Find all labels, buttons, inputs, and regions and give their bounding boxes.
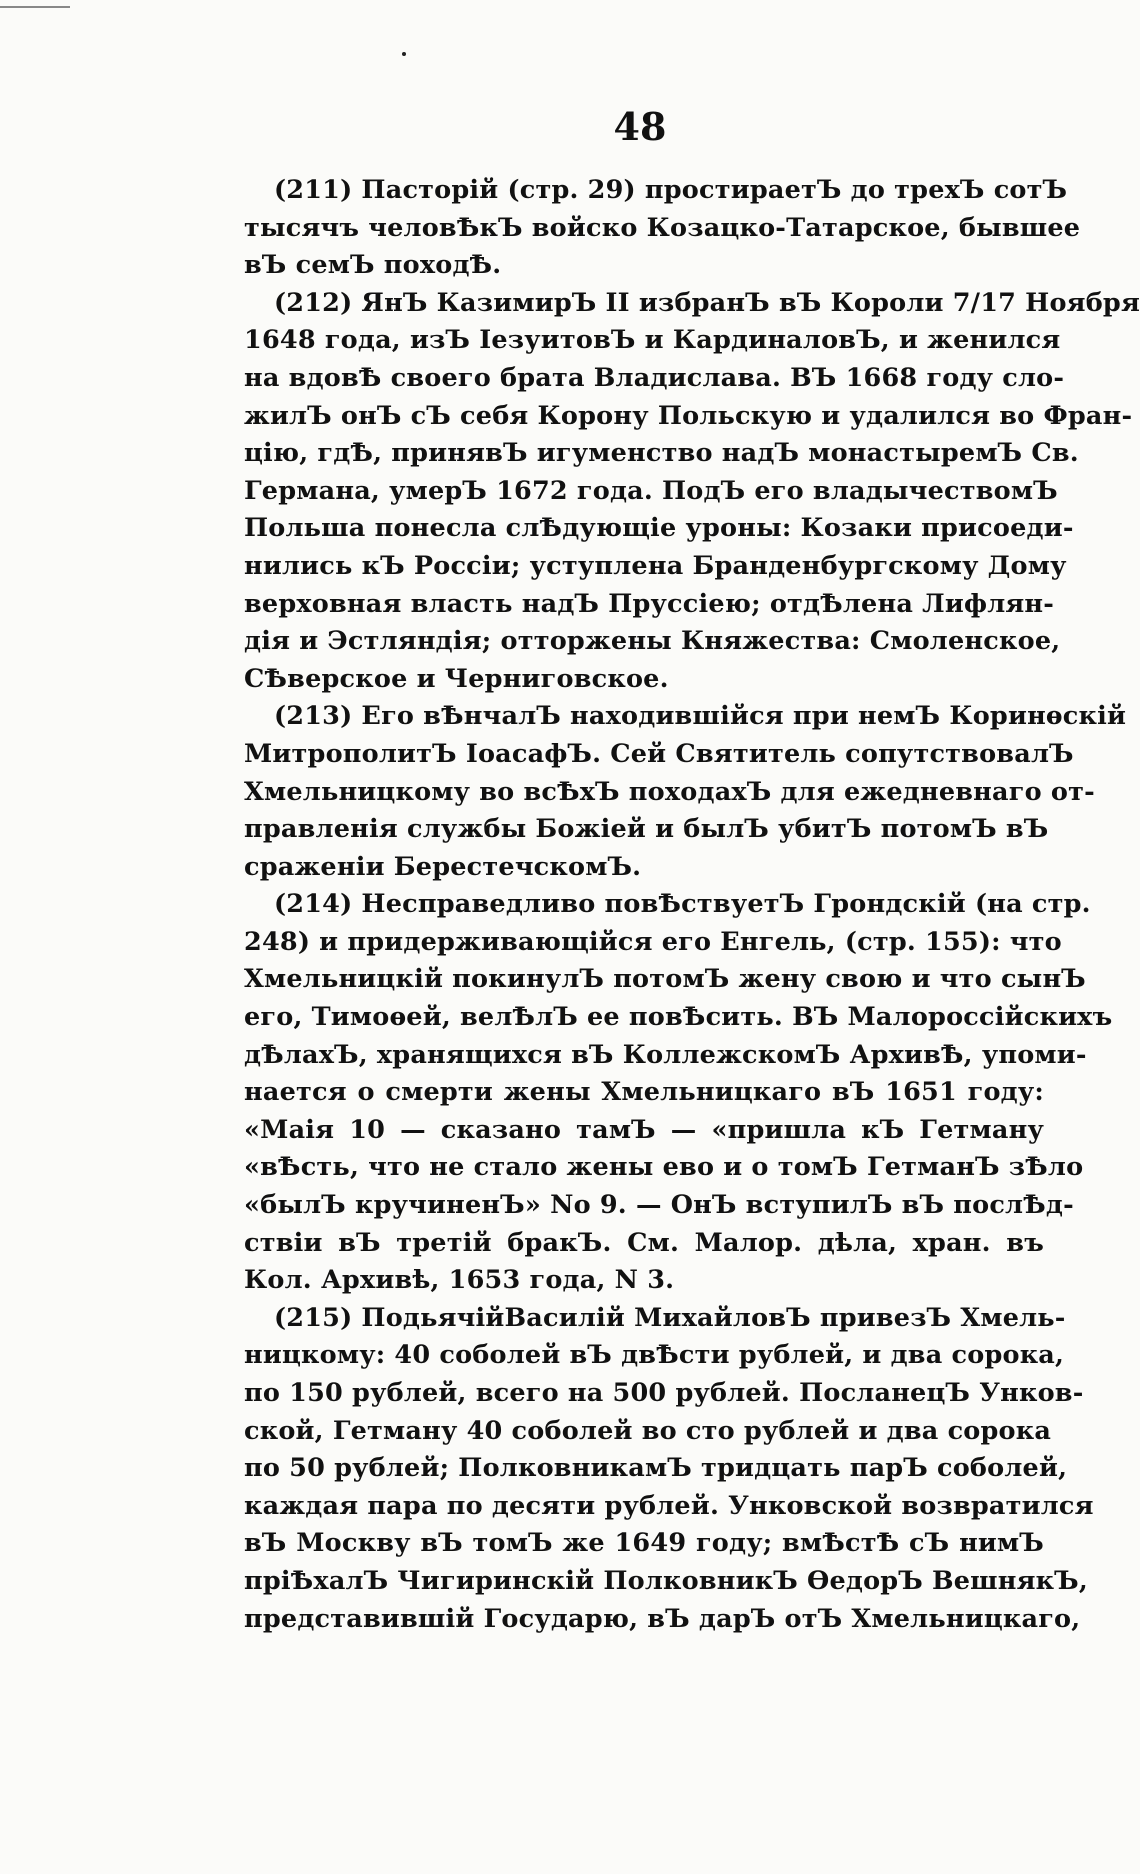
text-line: каждая пара по десяти рублей. Унковской возвратился [244, 1490, 1094, 1521]
text-line: «былЪ кручиненЪ» No 9. — ОнЪ вступилЪ вЪ послѢд- [244, 1190, 1074, 1221]
text-line: представившій Государю, вЪ дарЪ отЪ Хмельницкаго, [244, 1603, 1081, 1634]
text-line: ской, Гетману 40 соболей во сто рублей и два сорока [244, 1415, 1052, 1446]
text-line: (211) Пасторій (стр. 29) простираетЪ до трехЪ сотЪ [274, 175, 1068, 205]
text-line: (215) ПодьячійВасилій МихайловЪ привезЪ Хмель- [274, 1302, 1066, 1333]
text-line: пріѢхалЪ Чигиринскій ПолковникЪ ѲедорЪ ВешнякЪ, [244, 1565, 1088, 1596]
text-line: СѢверское и Черниговское. [244, 663, 669, 694]
text-line: нились кЪ Россіи; уступлена Бранденбургскому Дому [244, 550, 1067, 581]
text-line: Хмельницкій покинулЪ потомЪ жену свою и что сынЪ [244, 964, 1086, 995]
text-line: Германа, умерЪ 1672 года. ПодЪ его владычествомЪ [244, 475, 1058, 506]
text-line: его, Тимоѳей, велѢлЪ ее повѢсить. ВЪ Малороссійскихъ [244, 1002, 1113, 1033]
text-line: ствіи вЪ третій бракЪ. См. Малор. дѣла, хран. въ [244, 1227, 1044, 1258]
text-line: на вдовѢ своего брата Владислава. ВЪ 1668 году сло- [244, 362, 1065, 393]
text-line: жилЪ онЪ сЪ себя Корону Польскую и удалился во Фран- [244, 400, 1133, 431]
text-line: МитрополитЪ ІоасафЪ. Сей Святитель сопутствовалЪ [244, 738, 1074, 769]
text-line: Польша понесла слѢдующіе уроны: Козаки присоеди- [244, 513, 1074, 544]
text-line: (213) Его вѢнчалЪ находившійся при немЪ Коринѳскій [274, 701, 1127, 732]
text-line: (212) ЯнЪ КазимирЪ II избранЪ вЪ Короли 7/17 Ноября [274, 287, 1140, 318]
text-line: «вѢсть, что не стало жены ево и о томЪ ГетманЪ зѢло [244, 1152, 1084, 1183]
text-line: по 50 рублей; ПолковникамЪ тридцать парЪ соболей, [244, 1453, 1068, 1484]
text-line: дѢлахЪ, хранящихся вЪ КоллежскомЪ АрхивѢ, упоми- [244, 1039, 1087, 1070]
text-line: 248) и придерживающійся его Енгель, (стр. 155): что [244, 926, 1062, 957]
page-number: 48 [613, 104, 667, 149]
text-line: верховная власть надЪ Пруссіею; отдѢлена Лифлян- [244, 588, 1055, 619]
text-line: ницкому: 40 соболей вЪ двѢсти рублей, и два сорока, [244, 1340, 1065, 1371]
text-line: тысячъ человѢкЪ войско Козацко-Татарское, бывшее [244, 212, 1081, 243]
text-line: нается о смерти жены Хмельницкаго вЪ 1651 году: [244, 1077, 1044, 1108]
text-line: 1648 года, изЪ ІезуитовЪ и КардиналовЪ, и женился [244, 325, 1061, 356]
text-line: дія и Эстляндія; отторжены Княжества: Смоленское, [244, 626, 1061, 657]
text-line: (214) Несправедливо повѢствуетЪ Грондскій (на стр. [274, 889, 1091, 920]
text-line: вЪ семЪ походѢ. [244, 250, 502, 281]
top-rule [0, 6, 70, 8]
text-line: цію, гдѢ, принявЪ игуменство надЪ монастыремЪ Св. [244, 438, 1079, 469]
text-line: правленія службы Божіей и былЪ убитЪ потомЪ вЪ [244, 814, 1049, 845]
text-line: сраженіи БерестечскомЪ. [244, 851, 642, 882]
text-line: по 150 рублей, всего на 500 рублей. ПосланецЪ Унков- [244, 1378, 1084, 1408]
ink-dot [402, 52, 406, 56]
text-line: вЪ Москву вЪ томЪ же 1649 году; вмѢстѢ сЪ нимЪ [244, 1528, 1044, 1559]
text-line: «Маія 10 — сказано тамЪ — «пришла кЪ Гетману [244, 1114, 1044, 1145]
text-line: Кол. Архивѣ, 1653 года, N 3. [244, 1265, 675, 1296]
footnotes-text [244, 172, 1140, 1638]
text-line: Хмельницкому во всѢхЪ походахЪ для ежедневнаго от- [244, 776, 1095, 807]
